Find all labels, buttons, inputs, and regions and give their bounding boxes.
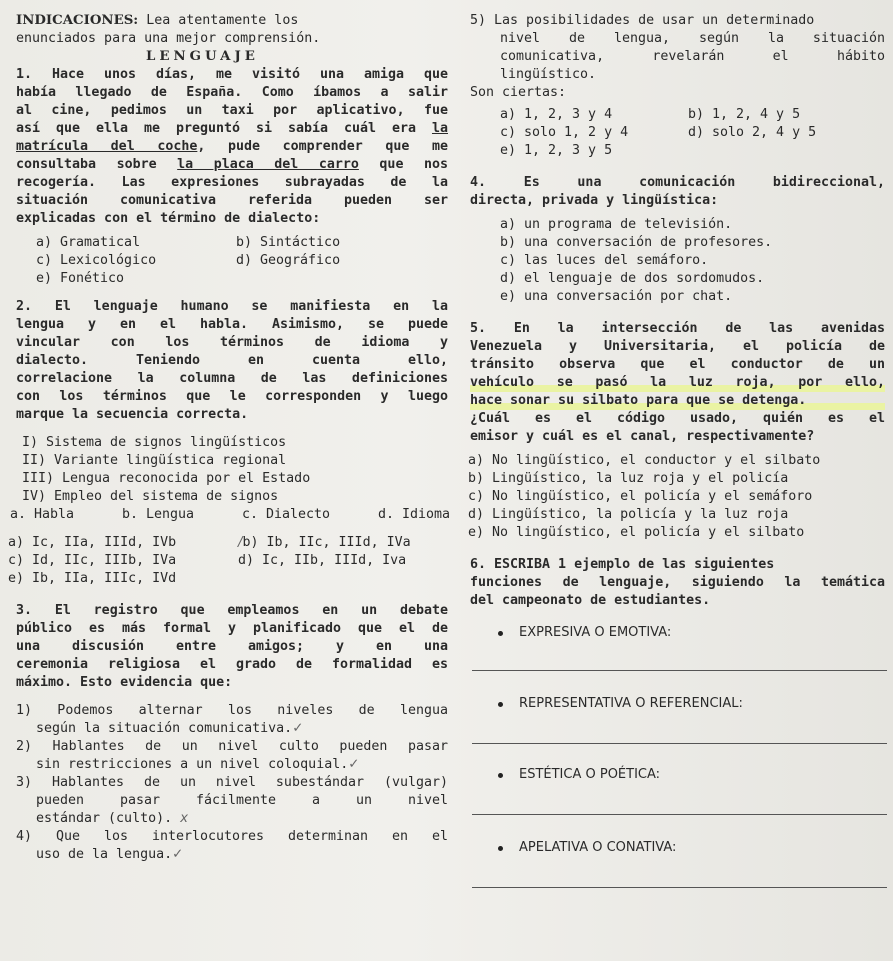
option[interactable]: b) Ib, IIc, IIId, IVa <box>242 535 411 550</box>
option[interactable]: a) No lingüístico, el conductor y el silbato <box>468 453 821 468</box>
bullet-icon <box>498 773 503 778</box>
instructions-text: enunciados para una mejor comprensión. <box>16 31 321 46</box>
instructions: INDICACIONES: Lea atentamente los <box>16 13 299 28</box>
definition: IV) Empleo del sistema de signos <box>22 489 279 504</box>
right-column <box>470 12 885 888</box>
check-mark-icon: ✓ <box>348 757 360 772</box>
bullet-icon <box>498 846 503 851</box>
option[interactable]: a) Ic, IIa, IIId, IVb <box>8 535 177 550</box>
option[interactable]: e) Ib, IIa, IIIc, IVd <box>8 571 177 586</box>
function-item: APELATIVA O CONATIVA: <box>498 839 885 857</box>
question-3: 3. El registro que empleamos en un debate público es más formal y planificado que el de una discusión entre amigos; y en una ceremonia religiosa el grado de formalidad es máximo. Esto evidencia que: <box>16 603 448 690</box>
definition: II) Variante lingüística regional <box>22 453 287 468</box>
option[interactable]: d) Lingüístico, la policía y la luz roja <box>468 507 789 522</box>
option[interactable]: e) 1, 2, 3 y 5 <box>500 143 613 158</box>
option[interactable]: b) una conversación de profesores. <box>500 235 773 250</box>
left-column <box>8 12 450 864</box>
question-5-intro: 5) Las posibilidades de usar un determinado nivel de lengua, según la situación comunicativa, revelarán el hábito lingüístico. Son ciertas: <box>470 13 885 100</box>
option[interactable]: c) las luces del semáforo. <box>500 253 709 268</box>
answer-line-apelativa[interactable] <box>472 887 887 888</box>
option[interactable]: a) un programa de televisión. <box>500 217 733 232</box>
definition: III) Lengua reconocida por el Estado <box>22 471 311 486</box>
option[interactable]: c) Id, IIc, IIIb, IVa <box>8 553 177 568</box>
question-1: 1. Hace unos días, me visitó una amiga que había llegado de España. Como íbamos a salir al cine, pedimos un taxi por aplicativo, fue así que ella me preguntó si sabía cuál era la matrícula del coche, pude comprender que me consultaba sobre la placa del carro que nos recogería. Las expresiones subrayadas de la situación comunicativa referida pueden ser explicadas con el término de dialecto: <box>16 67 448 226</box>
question-5: 5. En la intersección de las avenidas Venezuela y Universitaria, el policía de tránsito observa que el conductor de un vehículo se pasó la luz roja, por ello, hace sonar su silbato para que se detenga. ¿Cuál es el código usado, quién es el emisor y cuál es el canal, respectivamente? <box>470 321 885 444</box>
option[interactable]: c) No lingüístico, el policía y el semáforo <box>468 489 813 504</box>
statement: 2) Hablantes de un nivel culto pueden pasar <box>16 739 448 754</box>
bullet-icon <box>498 702 503 707</box>
option[interactable]: b) Sintáctico <box>236 235 341 250</box>
terms-list <box>10 506 450 524</box>
option[interactable]: d) el lenguaje de dos sordomudos. <box>500 271 765 286</box>
option[interactable]: c) solo 1, 2 y 4 <box>500 125 629 140</box>
section-title: LENGUAJE <box>146 49 259 64</box>
bullet-icon <box>498 631 503 636</box>
option[interactable]: c) Lexicológico <box>36 253 157 268</box>
statement: 3) Hablantes de un nivel subestándar (vulgar) <box>16 775 448 790</box>
option[interactable]: d) Geográfico <box>236 253 341 268</box>
check-mark-icon: ✓ <box>172 847 184 862</box>
option[interactable]: e) Fonético <box>36 271 125 286</box>
option[interactable]: d) Ic, IIb, IIId, Iva <box>238 553 407 568</box>
instructions-label: INDICACIONES: <box>16 13 139 28</box>
option[interactable]: e) No lingüístico, el policía y el silbato <box>468 525 805 540</box>
function-item: REPRESENTATIVA O REFERENCIAL: <box>498 695 885 713</box>
definitions-list <box>22 434 448 506</box>
term: c. Dialecto <box>241 507 331 522</box>
term: a. Habla <box>10 507 75 522</box>
statement: 1) Podemos alternar los niveles de lengua <box>16 703 448 718</box>
answer-mark: / <box>238 535 243 550</box>
question-1-options <box>36 234 448 288</box>
option[interactable]: a) 1, 2, 3 y 4 <box>500 107 613 122</box>
option[interactable]: b) 1, 2, 4 y 5 <box>688 107 801 122</box>
check-mark-icon: ✓ <box>292 721 304 736</box>
question-6: 6. ESCRIBA 1 ejemplo de las siguientes funciones de lenguaje, siguiendo la temática del campeonato de estudiantes. <box>470 557 885 608</box>
question-2-options <box>8 534 448 588</box>
question-2: 2. El lenguaje humano se manifiesta en la lengua y en el habla. Asimismo, se puede vincular con los términos de idioma y dialecto. Teniendo en cuenta ello, correlacione la columna de las definiciones con los términos que le corresponden y luego marque la secuencia correcta. <box>16 299 448 422</box>
term: b. Lengua <box>121 507 195 522</box>
option[interactable]: d) solo 2, 4 y 5 <box>688 125 817 140</box>
function-item: EXPRESIVA O EMOTIVA: <box>498 624 885 642</box>
term: d. Idioma <box>377 507 450 522</box>
option[interactable]: a) Gramatical <box>36 235 141 250</box>
question-5-intro-options <box>500 106 885 160</box>
definition: I) Sistema de signos lingüísticos <box>22 435 287 450</box>
statement-list: 1) Podemos alternar los niveles de lengua según la situación comunicativa.✓ 2) Hablantes de un nivel culto pueden pasar sin restricciones a un nivel coloquial.✓ 3) Hablantes de un nivel subestándar (vulgar) pueden pasar fácilmente a un nivel estándar (culto). x 4) Que los interlocutores determinan en el uso de la lengua.✓ <box>16 703 448 862</box>
function-item: ESTÉTICA O POÉTICA: <box>498 766 885 784</box>
question-4: 4. Es una comunicación bidireccional, directa, privada y lingüística: <box>470 175 885 208</box>
option[interactable]: b) Lingüístico, la luz roja y el policía <box>468 471 789 486</box>
statement: 4) Que los interlocutores determinan en el <box>16 829 448 844</box>
option[interactable]: e) una conversación por chat. <box>500 289 733 304</box>
question-4-options <box>500 216 885 306</box>
question-5-options <box>468 452 885 542</box>
cross-mark-icon: x <box>180 811 188 826</box>
